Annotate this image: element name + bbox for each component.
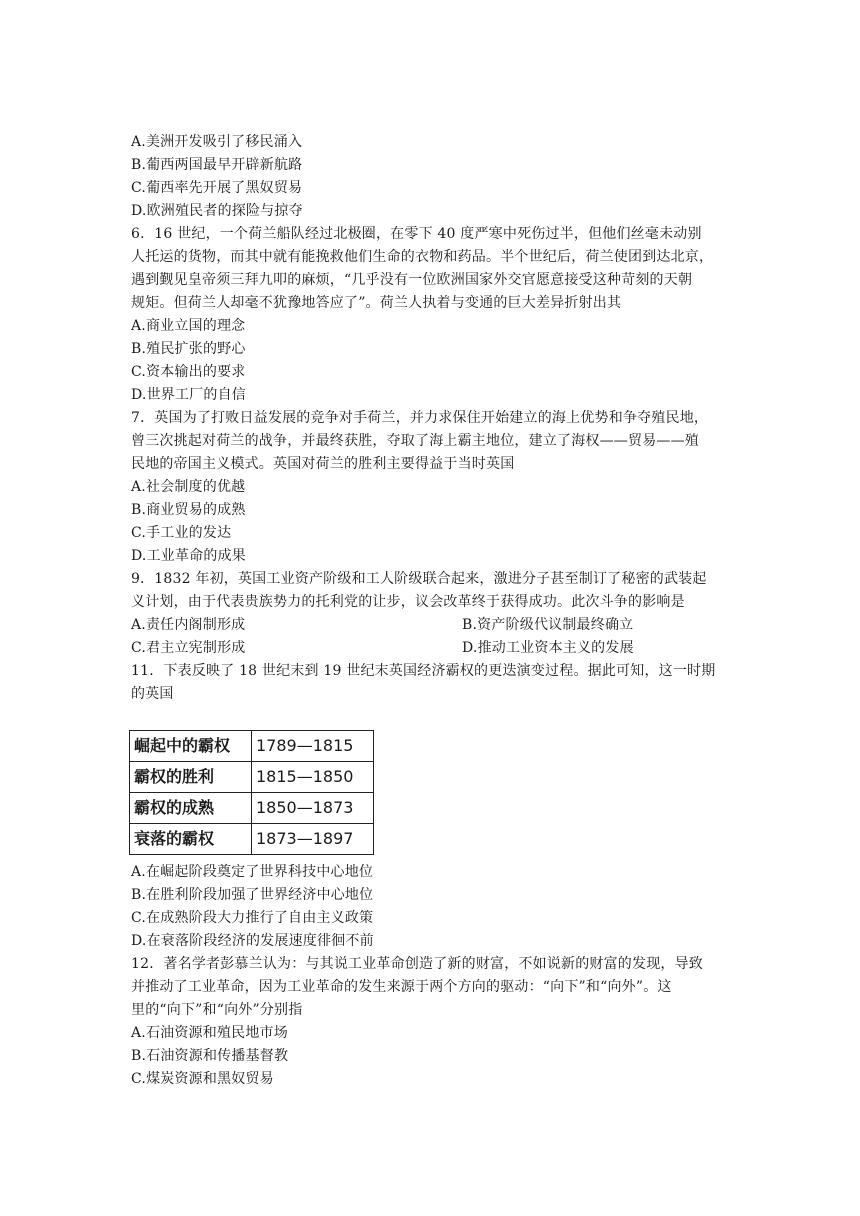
q7-option-b: B.商业贸易的成熟 — [131, 502, 246, 518]
q5-option-b: B.葡西两国最早开辟新航路 — [131, 157, 303, 173]
q12-option-c: C.煤炭资源和黑奴贸易 — [131, 1071, 274, 1087]
q6-stem-line: 人托运的货物，而其中就有能挽救他们生命的衣物和药品。半个世纪后，荷兰使团到达北京， — [131, 249, 714, 265]
table-cell-stage: 霸权的胜利 — [130, 762, 252, 793]
q11-option-a: A.在崛起阶段奠定了世界科技中心地位 — [131, 864, 374, 880]
q6-option-d: D.世界工厂的自信 — [131, 387, 246, 403]
q7-stem-line: 7．英国为了打败日益发展的竞争对手荷兰，并力求保住开始建立的海上优势和争夺殖民地， — [131, 410, 709, 426]
q9-stem-line: 9．1832 年初，英国工业资产阶级和工人阶级联合起来，激进分子甚至制订了秘密的武装起 — [131, 571, 707, 587]
q9-stem-line: 义计划，由于代表贵族势力的托利党的让步，议会改革终于获得成功。此次斗争的影响是 — [131, 594, 685, 610]
q9-option-c: C.君主立宪制形成 — [131, 640, 246, 656]
table-row — [130, 762, 374, 793]
q12-stem-line: 并推动了工业革命，因为工业革命的发生来源于两个方向的驱动：“向下”和“向外”。这 — [131, 979, 672, 995]
q9-option-d: D.推动工业资本主义的发展 — [462, 640, 634, 656]
q9-option-a: A.责任内阁制形成 — [131, 617, 246, 633]
q11-option-c: C.在成熟阶段大力推行了自由主义政策 — [131, 910, 374, 926]
q6-stem-line: 遇到觐见皇帝须三拜九叩的麻烦，“几乎没有一位欧洲国家外交官愿意接受这种苛刻的天朝 — [131, 272, 693, 288]
q6-option-a: A.商业立国的理念 — [131, 318, 246, 334]
table-cell-period: 1789—1815 — [252, 731, 374, 762]
q7-stem-line: 曾三次挑起对荷兰的战争，并最终获胜，夺取了海上霸主地位，建立了海权——贸易——殖 — [131, 433, 699, 449]
q12-stem-line: 12．著名学者彭慕兰认为：与其说工业革命创造了新的财富，不如说新的财富的发现，导致 — [131, 956, 704, 972]
table-row — [130, 793, 374, 824]
q5-option-d: D.欧洲殖民者的探险与掠夺 — [131, 203, 303, 219]
q11-option-b: B.在胜利阶段加强了世界经济中心地位 — [131, 887, 374, 903]
q12-stem-line: 里的“向下”和“向外”分别指 — [131, 1002, 303, 1018]
table-row — [130, 731, 374, 762]
q7-option-c: C.手工业的发达 — [131, 525, 232, 541]
table-row — [130, 824, 374, 855]
q12-option-b: B.石油资源和传播基督教 — [131, 1048, 289, 1064]
table-cell-stage: 霸权的成熟 — [130, 793, 252, 824]
q11-option-d: D.在衰落阶段经济的发展速度徘徊不前 — [131, 933, 374, 949]
table-cell-stage: 崛起中的霸权 — [130, 731, 252, 762]
table-cell-period: 1850—1873 — [252, 793, 374, 824]
q7-option-a: A.社会制度的优越 — [131, 479, 246, 495]
q6-stem-line: 6．16 世纪，一个荷兰船队经过北极圈，在零下 40 度严寒中死伤过半，但他们丝毫未动别 — [131, 226, 702, 242]
table-cell-period: 1873—1897 — [252, 824, 374, 855]
table-cell-period: 1815—1850 — [252, 762, 374, 793]
q11-stem-line: 11．下表反映了 18 世纪末到 19 世纪末英国经济霸权的更迭演变过程。据此可知，这一时期 — [131, 663, 716, 679]
q5-option-c: C.葡西率先开展了黑奴贸易 — [131, 180, 303, 196]
q9-option-b: B.资产阶级代议制最终确立 — [462, 617, 634, 633]
q6-stem-line: 规矩。但荷兰人却毫不犹豫地答应了”。荷兰人执着与变通的巨大差异折射出其 — [131, 295, 622, 311]
q7-option-d: D.工业革命的成果 — [131, 548, 246, 564]
table-cell-stage: 衰落的霸权 — [130, 824, 252, 855]
q6-option-b: B.殖民扩张的野心 — [131, 341, 246, 357]
q11-stem-line: 的英国 — [131, 686, 174, 702]
q5-option-a: A.美洲开发吸引了移民涌入 — [131, 134, 303, 150]
q6-option-c: C.资本输出的要求 — [131, 364, 246, 380]
q7-stem-line: 民地的帝国主义模式。英国对荷兰的胜利主要得益于当时英国 — [131, 456, 515, 472]
hegemony-table — [129, 730, 374, 855]
q12-option-a: A.石油资源和殖民地市场 — [131, 1025, 288, 1041]
